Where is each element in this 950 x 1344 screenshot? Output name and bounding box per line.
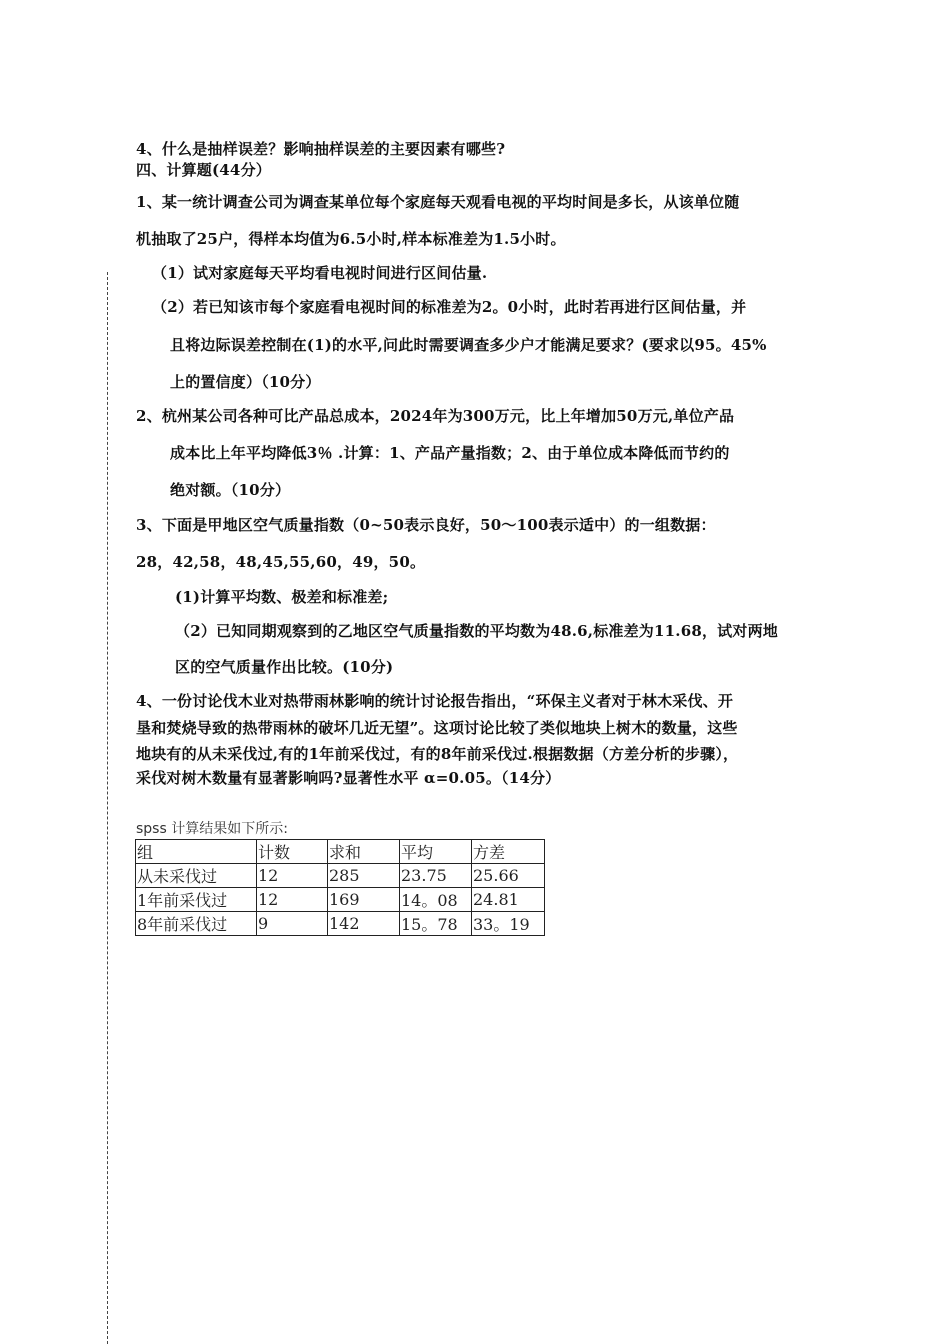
calc-q1-part1: （1）试对家庭每天平均看电视时间进行区间估量.: [152, 264, 488, 282]
calc-q2-line1: 2、杭州某公司各种可比产品总成本，2024年为300万元，比上年增加50万元,单位产品: [136, 407, 735, 425]
calc-q3-part2-line2: 区的空气质量作出比较。(10分): [175, 658, 394, 676]
cell-mean: 23.75: [400, 864, 472, 888]
calc-q4-line2: 垦和焚烧导致的热带雨林的破坏几近无望”。这项讨论比较了类似地块上树木的数量，这些: [136, 719, 738, 737]
calc-q4-line3: 地块有的从未采伐过,有的1年前采伐过，有的8年前采伐过.根据数据（方差分析的步骤），: [136, 745, 739, 763]
table-row: [136, 864, 545, 888]
table-row: [136, 888, 545, 912]
cell-count: 9: [257, 912, 328, 936]
cell-sum: 142: [328, 912, 400, 936]
calc-q2-line2: 成本比上年平均降低3％ .计算：1、产品产量指数；2、由于单位成本降低而节约的: [170, 444, 730, 462]
table-row: [136, 912, 545, 936]
table-header-row: [136, 840, 545, 864]
calc-q1-part2-line3: 上的置信度）（10分）: [170, 373, 321, 391]
spss-results-table: [135, 839, 545, 936]
cell-group: 从未采伐过: [136, 864, 257, 888]
header-mean: 平均: [400, 840, 472, 864]
calc-q4-line4: 采伐对树木数量有显著影响吗?显著性水平 α=0.05。（14分）: [136, 769, 561, 787]
binding-dashed-line: [107, 272, 108, 1344]
calc-q3-part1: (1)计算平均数、极差和标准差;: [175, 588, 389, 606]
question-4-sampling-error: 4、什么是抽样误差？影响抽样误差的主要因素有哪些?: [136, 140, 506, 158]
calc-q2-line3: 绝对额。（10分）: [170, 481, 291, 499]
header-variance: 方差: [472, 840, 545, 864]
cell-variance: 33。19: [472, 912, 545, 936]
header-sum: 求和: [328, 840, 400, 864]
calc-q4-line1: 4、一份讨论伐木业对热带雨林影响的统计讨论报告指出，“环保主义者对于林木采伐、开: [136, 692, 734, 710]
cell-group: 8年前采伐过: [136, 912, 257, 936]
calc-q1-part2-line2: 且将边际误差控制在(1)的水平,问此时需要调查多少户才能满足要求？(要求以95。45%: [170, 336, 767, 354]
cell-group: 1年前采伐过: [136, 888, 257, 912]
calc-q1-part2-line1: （2）若已知该市每个家庭看电视时间的标准差为2。0小时，此时若再进行区间估量，并: [152, 298, 747, 316]
calc-q3-part2-line1: （2）已知同期观察到的乙地区空气质量指数的平均数为48.6,标准差为11.68，试对两地: [175, 622, 778, 640]
cell-count: 12: [257, 888, 328, 912]
cell-count: 12: [257, 864, 328, 888]
calc-q1-line1: 1、某一统计调查公司为调查某单位每个家庭每天观看电视的平均时间是多长，从该单位随: [136, 193, 740, 211]
cell-variance: 24.81: [472, 888, 545, 912]
section-calculation-heading: 四、计算题(44分）: [136, 161, 271, 179]
calc-q1-line2: 机抽取了25户，得样本均值为6.5小时,样本标准差为1.5小时。: [136, 230, 566, 248]
header-count: 计数: [257, 840, 328, 864]
cell-sum: 169: [328, 888, 400, 912]
calc-q3-data: 28，42,58，48,45,55,60，49，50。: [136, 553, 426, 571]
cell-mean: 14。08: [400, 888, 472, 912]
header-group: 组: [136, 840, 257, 864]
cell-sum: 285: [328, 864, 400, 888]
cell-mean: 15。78: [400, 912, 472, 936]
spss-table-caption: spss 计算结果如下所示:: [136, 821, 288, 837]
cell-variance: 25.66: [472, 864, 545, 888]
calc-q3-line1: 3、下面是甲地区空气质量指数（0~50表示良好，50～100表示适中）的一组数据：: [136, 516, 716, 534]
